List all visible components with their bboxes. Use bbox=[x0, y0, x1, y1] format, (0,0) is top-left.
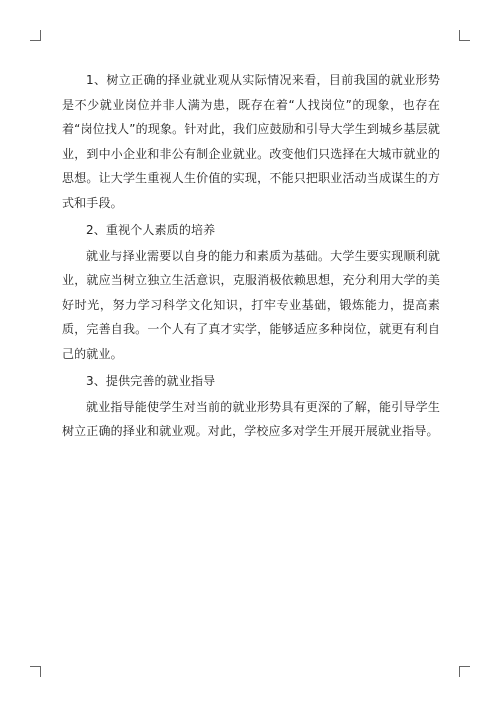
paragraph-career-outlook: 1、树立正确的择业就业观从实际情况来看，目前我国的就业形势是不少就业岗位并非人满为患，既存在着“人找岗位”的现象，也存在着“岗位找人”的现象。针对此，我们应鼓励和引导大学生到城乡基层就业，到中小企业和非公有制企业就业。改变他们只选择在大城市就业的思想。让大学生重视人生价值的实现，不能只把职业活动当成谋生的方式和手段。 bbox=[62, 73, 440, 210]
crop-mark-top-left bbox=[30, 30, 41, 41]
crop-mark-bottom-left bbox=[30, 666, 41, 677]
section-heading-employment-guidance: 3、提供完善的就业指导 bbox=[86, 373, 216, 388]
section-heading-personal-quality: 2、重视个人素质的培养 bbox=[86, 222, 216, 237]
crop-mark-bottom-right bbox=[459, 666, 470, 677]
document-body bbox=[62, 68, 440, 444]
paragraph-personal-quality: 就业与择业需要以自身的能力和素质为基础。大学生要实现顺利就业，就应当树立独立生活意识，克服消极依赖思想，充分利用大学的美好时光，努力学习科学文化知识，打牢专业基础，锻炼能力，提高素质，完善自我。一个人有了真才实学，能够适应多种岗位，就更有利自己的就业。 bbox=[62, 248, 440, 361]
paragraph-employment-guidance: 就业指导能使学生对当前的就业形势具有更深的了解，能引导学生树立正确的择业和就业观。对此，学校应多对学生开展开展就业指导。 bbox=[62, 399, 440, 439]
crop-mark-top-right bbox=[459, 30, 470, 41]
